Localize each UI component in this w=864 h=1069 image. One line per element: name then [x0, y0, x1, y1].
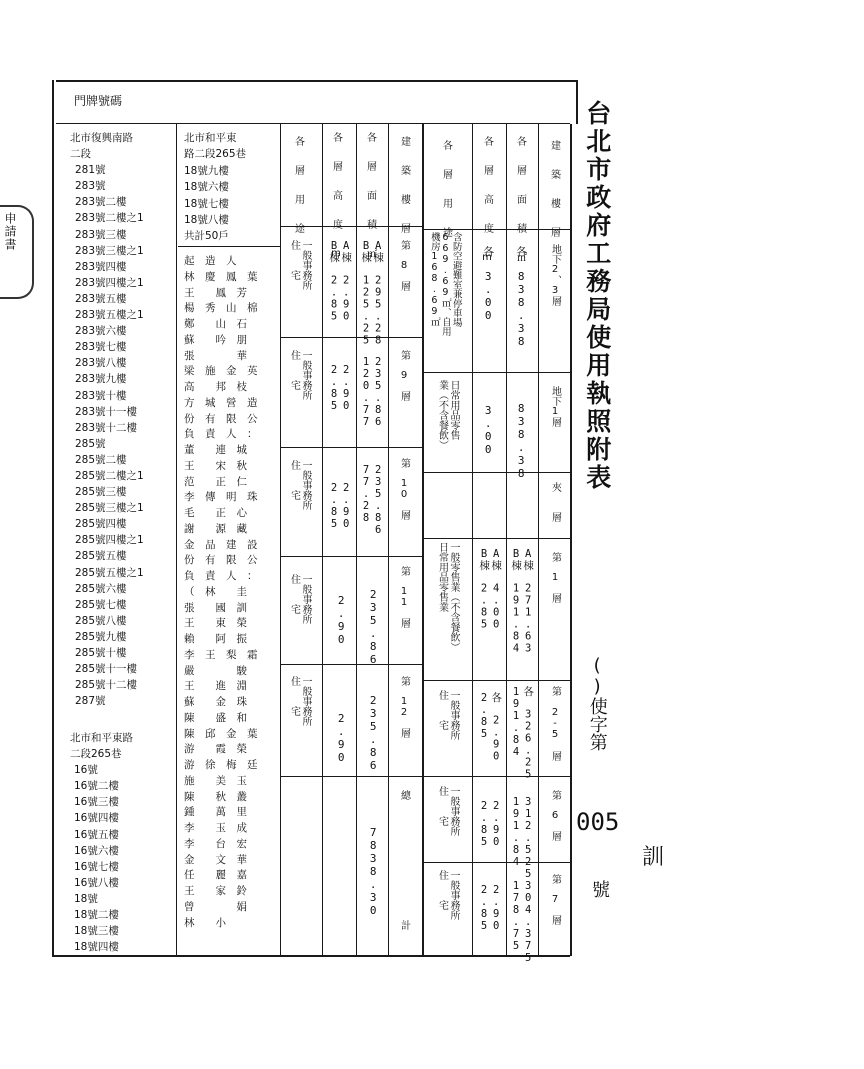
left-floor-2: 第 10 層 — [398, 458, 410, 520]
list-item: 16號五樓 — [74, 828, 119, 841]
list-item: 18號三樓 — [74, 925, 119, 938]
list-item: 林 小 — [184, 916, 247, 929]
list-item: 285號六樓 — [75, 582, 127, 595]
left-use-0: 一般事務所 住 宅 — [288, 240, 311, 290]
list-item: 285號七樓 — [75, 598, 127, 611]
list-item: 曾 娟 — [184, 900, 247, 913]
list-item: 16號四樓 — [74, 812, 119, 825]
header-divider — [56, 123, 570, 124]
list-item: 283號四樓之1 — [75, 276, 144, 289]
left-row-line-5 — [280, 776, 422, 777]
list-item: 283號五樓之1 — [75, 309, 144, 322]
right-area-3: A棟 271.63 B棟 191.84 — [510, 548, 535, 655]
list-item: 283號二樓 — [75, 196, 127, 209]
list-item: 范 正 仁 — [184, 475, 247, 488]
right-floor-5: 第 6 層 — [549, 790, 561, 841]
permit-number: 005 — [576, 808, 620, 836]
list-item: 285號八樓 — [75, 614, 127, 627]
list-item: 起 造 人 — [184, 255, 237, 267]
list-item: 285號十一樓 — [75, 663, 138, 676]
right-row-line-2 — [424, 472, 570, 473]
list-item: 285號二樓 — [75, 453, 127, 466]
list-item: （ 林 圭 — [184, 585, 247, 598]
left-use-2: 一般事務所 住 宅 — [288, 460, 311, 510]
right-row-line-5 — [424, 776, 570, 777]
right-use-4: 一般事務所 住 宅 — [436, 690, 459, 740]
left-height-1: 2.90 2.85 — [328, 364, 353, 412]
left-use-4: 一般事務所 住 宅 — [288, 676, 311, 726]
left-row-line-4 — [280, 664, 422, 665]
list-item: 283號九樓 — [75, 373, 127, 386]
list-item: 共計50戶 — [184, 230, 229, 243]
right-col-line-3 — [538, 124, 539, 956]
left-floor-1: 第 9 層 — [398, 350, 410, 401]
tables-divider — [422, 124, 424, 956]
right-row-line-6 — [424, 862, 570, 863]
left-floor-3: 第 11 層 — [398, 566, 410, 628]
left-height-2: 2.90 2.85 — [328, 482, 353, 530]
list-item: 二段 — [70, 148, 91, 161]
left-col-line-1 — [322, 124, 323, 956]
address-header: 門牌號碼 — [74, 94, 123, 108]
list-item: 283號四樓 — [75, 260, 127, 273]
right-height-4: 各 2.90 2.85 — [478, 692, 503, 763]
list-item: 董 連 城 — [184, 444, 247, 456]
left-use-1: 一般事務所 住 宅 — [288, 350, 311, 400]
left-height-3: 2.90 — [334, 594, 348, 646]
document-title: 台北市政府工務局使用執照附表 — [582, 100, 612, 492]
list-item: 285號四樓之1 — [75, 534, 144, 547]
right-row-line-4 — [424, 680, 570, 681]
list-item: 李 傳 明 珠 — [184, 491, 258, 504]
list-item: 285號五樓 — [75, 550, 127, 563]
list-item: 283號六樓 — [75, 325, 127, 338]
list-item: 負 責 人 ： — [184, 428, 258, 441]
list-item: 283號五樓 — [75, 292, 127, 305]
builders-divider — [178, 246, 280, 247]
list-item: 王 鳳 芳 — [184, 286, 247, 299]
frame-top — [56, 80, 576, 82]
list-item: 份 有 限 公 — [184, 554, 258, 567]
list-item: 16號二樓 — [74, 780, 119, 793]
list-item: 285號十樓 — [75, 647, 127, 659]
right-height-5: 2.90 2.85 — [478, 800, 503, 848]
list-item: 287號 — [75, 695, 106, 708]
margin-mark: 訓 — [642, 845, 665, 870]
left-area-1: 235.86 120.77 — [360, 356, 385, 428]
left-floor-0: 第 8 層 — [398, 240, 410, 291]
left-header-area: 各 層 面 積 ㎡ — [364, 132, 376, 262]
list-item: 方 城 營 造 — [184, 396, 258, 409]
right-row-line-1 — [424, 372, 570, 373]
right-use-1: 日常用品零售 業（不含餐飲） — [436, 380, 459, 450]
list-item: 16號 — [74, 764, 98, 777]
permit-prefix: ()使字第 — [586, 655, 608, 751]
list-item: 王 宋 秋 — [184, 459, 247, 472]
list-item: 二段265巷 — [70, 748, 122, 761]
list-item: 路二段265巷 — [184, 148, 247, 161]
seal-stamp-text: 申請書 — [3, 212, 17, 251]
right-use-6: 一般事務所 住 宅 — [436, 870, 459, 920]
list-item: 王 家 鈴 — [184, 885, 247, 897]
list-item: 毛 正 心 — [184, 507, 247, 519]
list-item: 嚴 駿 — [184, 664, 247, 677]
list-item: 285號九樓 — [75, 630, 127, 643]
left-floor-5: 總 — [398, 790, 410, 800]
address-column-divider — [176, 124, 177, 956]
list-item: 283號三樓 — [75, 228, 127, 241]
list-item: 謝 源 藏 — [184, 522, 247, 535]
left-header-floor: 建 築 樓 層 — [398, 136, 410, 237]
list-item: 李 台 宏 — [184, 837, 247, 850]
right-header-floor: 建 築 樓 層 — [548, 140, 560, 241]
list-item: 楊 秀 山 棉 — [184, 302, 258, 315]
right-height-0: 各 3.00 — [481, 246, 495, 322]
list-item: 285號五樓之1 — [75, 566, 144, 579]
list-item: 283號十樓 — [75, 389, 127, 402]
right-floor-3: 第 1 層 — [549, 552, 561, 603]
list-item: 賴 阿 振 — [184, 633, 247, 645]
left-col-line-2 — [356, 124, 357, 956]
right-row-line-3 — [424, 538, 570, 539]
right-area-1: 838.38 — [514, 402, 528, 480]
list-item: 283號二樓之1 — [75, 212, 144, 225]
address-list-1 — [70, 130, 144, 709]
list-item: 負 責 人 ： — [184, 570, 258, 582]
list-item: 18號九樓 — [184, 164, 229, 177]
list-item: 張 華 — [184, 349, 247, 362]
list-item: 18號六樓 — [184, 181, 229, 194]
list-item: 李 王 梨 霜 — [184, 648, 258, 661]
address-list-2 — [70, 730, 133, 955]
list-item: 16號六樓 — [74, 844, 119, 857]
list-item: 蘇 金 珠 — [184, 696, 247, 708]
list-item: 陳 秋 叢 — [184, 790, 247, 803]
list-item: 16號七樓 — [74, 860, 119, 873]
left-row-line-2 — [280, 447, 422, 448]
list-item: 李 玉 成 — [184, 822, 247, 834]
frame-right — [576, 80, 578, 124]
left-height-0: A棟 2.90 B棟 2.85 — [328, 240, 353, 323]
right-floor-2: 夾 層 — [549, 482, 561, 522]
list-item: 283號 — [75, 180, 106, 193]
right-area-6: 304.375 178.75 — [510, 880, 535, 964]
list-item: 285號二樓之1 — [75, 469, 144, 482]
list-item: 王 進 淵 — [184, 680, 247, 693]
list-item: 金 文 華 — [184, 853, 247, 866]
list-item: 份 有 限 公 — [184, 412, 258, 425]
list-item: 285號十二樓 — [75, 679, 138, 692]
list-item: 鍾 萬 里 — [184, 806, 247, 819]
list-item: 金 品 建 設 — [184, 538, 258, 551]
list-item: 18號八樓 — [184, 214, 229, 227]
list-item: 鄭 山 石 — [184, 318, 247, 330]
list-item: 283號三樓之1 — [75, 244, 144, 257]
list-item: 北市復興南路 — [70, 132, 133, 144]
list-item: 281號 — [75, 164, 106, 177]
list-item: 陳 邱 金 葉 — [184, 727, 258, 740]
list-item: 283號七樓 — [75, 341, 127, 354]
left-header-height: 各 層 高 度 m — [330, 132, 342, 263]
right-floor-0: 地下2、3層 — [549, 244, 561, 306]
right-area-4: 各 326.25 191.84 — [510, 686, 535, 781]
left-height-4: 2.90 — [334, 712, 348, 764]
right-height-3: A棟 4.00 B棟 2.85 — [478, 548, 503, 631]
left-use-3: 一般事務所 住 宅 — [288, 574, 311, 624]
left-col-line-3 — [388, 124, 389, 956]
list-item: 18號四樓 — [74, 941, 119, 954]
list-item: 施 美 玉 — [184, 774, 247, 787]
list-item: 林 慶 鳳 葉 — [184, 270, 258, 283]
address-list-3 — [184, 130, 246, 245]
right-floor-6: 第 7 層 — [549, 874, 561, 925]
list-item: 283號十二樓 — [75, 421, 138, 434]
list-item: 283號十一樓 — [75, 405, 138, 418]
left-area-3: 235.86 — [366, 588, 380, 666]
list-item: 游 徐 梅 廷 — [184, 759, 258, 771]
right-edge — [570, 124, 572, 956]
right-use-3: 一般零售業（不含餐飲） 日常用品零售業 — [436, 542, 459, 652]
left-area-2: 235.86 77.28 — [360, 464, 385, 536]
right-floor-4: 第 2-5 層 — [549, 686, 561, 761]
list-item: 王 東 榮 — [184, 617, 247, 630]
list-item: 張 國 訓 — [184, 601, 247, 614]
right-height-6: 2.90 2.85 — [478, 884, 503, 932]
right-header-use: 各 層 用 途 — [440, 140, 452, 241]
right-header-area: 各 層 面 積 ㎡ — [514, 136, 526, 266]
list-item: 高 邦 枝 — [184, 381, 247, 393]
right-use-5: 一般事務所 住 宅 — [436, 786, 459, 836]
list-item: 285號 — [75, 437, 106, 450]
lower-table-divider — [280, 776, 281, 956]
list-item: 北市和平東路 — [70, 732, 133, 744]
left-floor-6: 計 — [398, 920, 410, 930]
list-item: 蘇 吟 朋 — [184, 333, 247, 346]
list-item: 任 麗 嘉 — [184, 869, 247, 882]
right-header-height: 各 層 高 度 m — [481, 136, 493, 267]
list-item: 梁 施 金 英 — [184, 365, 258, 378]
right-floor-1: 地下1層 — [549, 386, 561, 427]
left-area-5: 7838.30 — [366, 826, 380, 917]
list-item: 285號三樓 — [75, 486, 127, 499]
list-item: 16號八樓 — [74, 876, 119, 889]
list-item: 游 霞 榮 — [184, 743, 247, 756]
list-item: 285號三樓之1 — [75, 502, 144, 515]
list-item: 16號三樓 — [74, 796, 119, 809]
right-height-1: 3.00 — [481, 404, 495, 456]
left-area-0: A棟 295.28 B棟 125.25 — [360, 240, 385, 347]
list-item: 陳 盛 和 — [184, 711, 247, 724]
left-header-use: 各 層 用 途 — [292, 136, 304, 237]
left-area-4: 235.86 — [366, 694, 380, 772]
upper-table-left-border — [280, 124, 281, 776]
list-item: 18號七樓 — [184, 197, 229, 210]
list-item: 18號二樓 — [74, 909, 119, 922]
left-row-line-3 — [280, 556, 422, 557]
right-area-0: 各 838.38 — [514, 246, 528, 348]
right-use-0: 含防空避難室兼停車場 669.69㎡、自用 機房168.69㎡ — [428, 232, 462, 336]
permit-suffix: 號 — [592, 880, 610, 901]
list-item: 北市和平東 — [184, 132, 237, 144]
right-area-5: 312.525 191.84 — [510, 796, 535, 880]
frame-left — [52, 80, 54, 956]
list-item: 285號四樓 — [75, 518, 127, 531]
right-col-line-2 — [506, 124, 507, 956]
left-row-line-1 — [280, 337, 422, 338]
list-item: 18號 — [74, 892, 98, 905]
builder-list — [184, 254, 258, 931]
left-floor-4: 第 12 層 — [398, 676, 410, 738]
list-item: 283號八樓 — [75, 357, 127, 370]
right-col-line-1 — [472, 124, 473, 956]
